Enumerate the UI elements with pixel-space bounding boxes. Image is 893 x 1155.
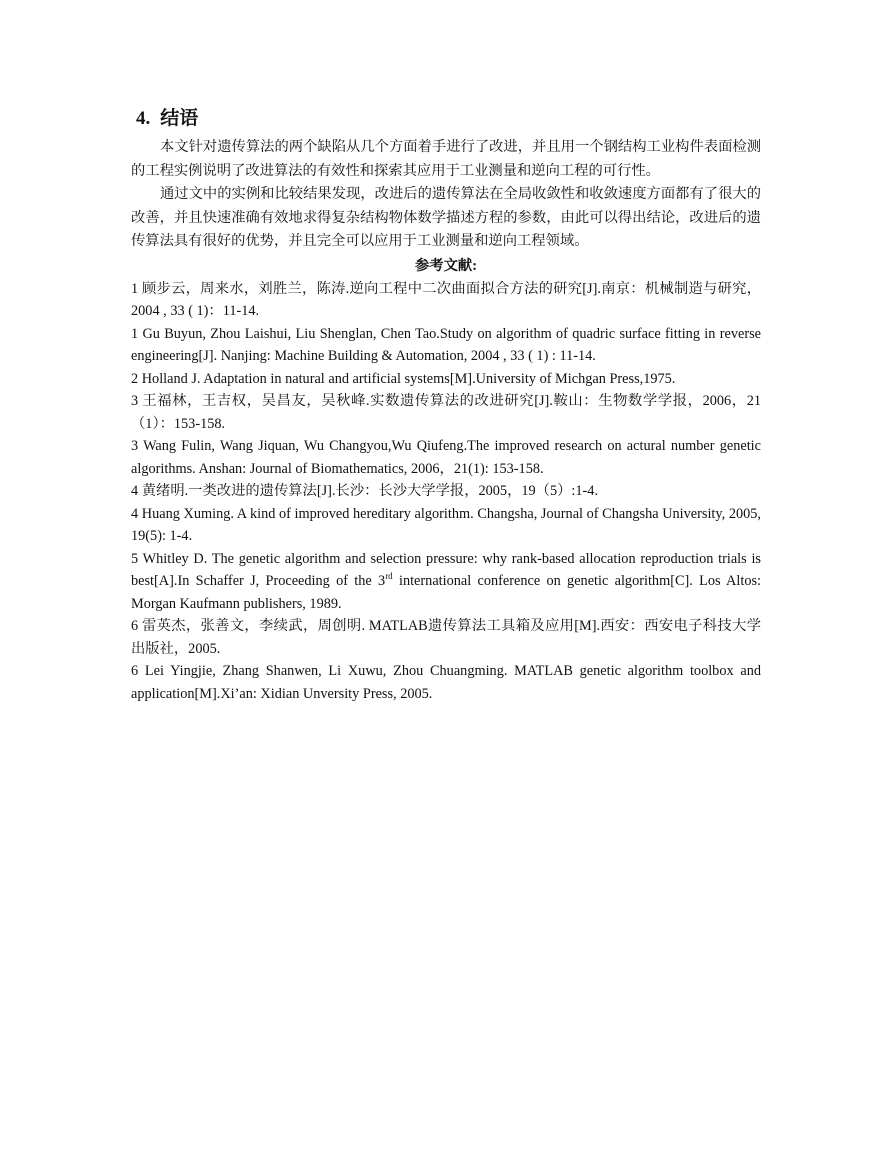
reference-item: 3 王福林，王吉权，吴昌友，吴秋峰.实数遗传算法的改进研究[J].鞍山：生物数学学报，2006，21（1）：153-158. [131,393,761,432]
reference-item: 2 Holland J. Adaptation in natural and artificial systems[M].University of Michgan Press,1975. [131,370,676,387]
ordinal-superscript: rd [385,571,393,582]
reference-item [131,548,761,616]
reference-item: 6 雷英杰，张善文，李续武，周创明. MATLAB遗传算法工具箱及应用[M].西安：西安电子科技大学出版社，2005. [131,618,761,657]
reference-text: international conference on genetic algorithm[C]. Los Altos: Morgan Kaufmann publishers, 1989. [131,573,761,612]
reference-text: 5 Whitley D. The genetic algorithm and selection pressure: why rank-based allocation reproduction trials is best[A].In Schaffer J, Proceeding of the 3 [131,550,761,589]
reference-item: 4 黄绪明.一类改进的遗传算法[J].长沙：长沙大学学报，2005，19（5）:1-4. [131,483,599,499]
reference-item: 3 Wang Fulin, Wang Jiquan, Wu Changyou,Wu Qiufeng.The improved research on actural number genetic algorithms. Anshan: Journal of Biomathematics, 2006，21(1): 153-158. [131,438,761,477]
body-paragraph: 本文针对遗传算法的两个缺陷从几个方面着手进行了改进，并且用一个钢结构工业构件表面检测的工程实例说明了改进算法的有效性和探索其应用于工业测量和逆向工程的可行性。 [131,139,761,179]
reference-item: 4 Huang Xuming. A kind of improved hereditary algorithm. Changsha, Journal of Changsha University, 2005, 19(5): 1-4. [131,505,761,544]
section-title: 结语 [160,108,199,129]
reference-item: 6 Lei Yingjie, Zhang Shanwen, Li Xuwu, Zhou Chuangming. MATLAB genetic algorithm toolbox and application[M].Xi’an: Xidian Unversity Press, 2005. [131,663,761,702]
body-paragraph: 通过文中的实例和比较结果发现，改进后的遗传算法在全局收敛性和收敛速度方面都有了很大的改善，并且快速准确有效地求得复杂结构物体数学描述方程的参数，由此可以得出结论，改进后的遗传算法具有很好的优势，并且完全可以应用于工业测量和逆向工程领域。 [131,186,761,249]
references-heading: 参考文献: [415,257,477,274]
section-heading [136,106,761,131]
reference-item: 1 Gu Buyun, Zhou Laishui, Liu Shenglan, Chen Tao.Study on algorithm of quadric surface fitting in reverse engineering[J]. Nanjing: Machine Building & Automation, 2004 , 33 ( 1) : 11-14. [131,325,761,364]
page-content [131,106,761,705]
reference-item: 1 顾步云，周来水，刘胜兰，陈涛.逆向工程中二次曲面拟合方法的研究[J].南京：机械制造与研究，2004 , 33 ( 1)：11-14. [131,280,761,319]
section-number: 4. [136,108,151,129]
